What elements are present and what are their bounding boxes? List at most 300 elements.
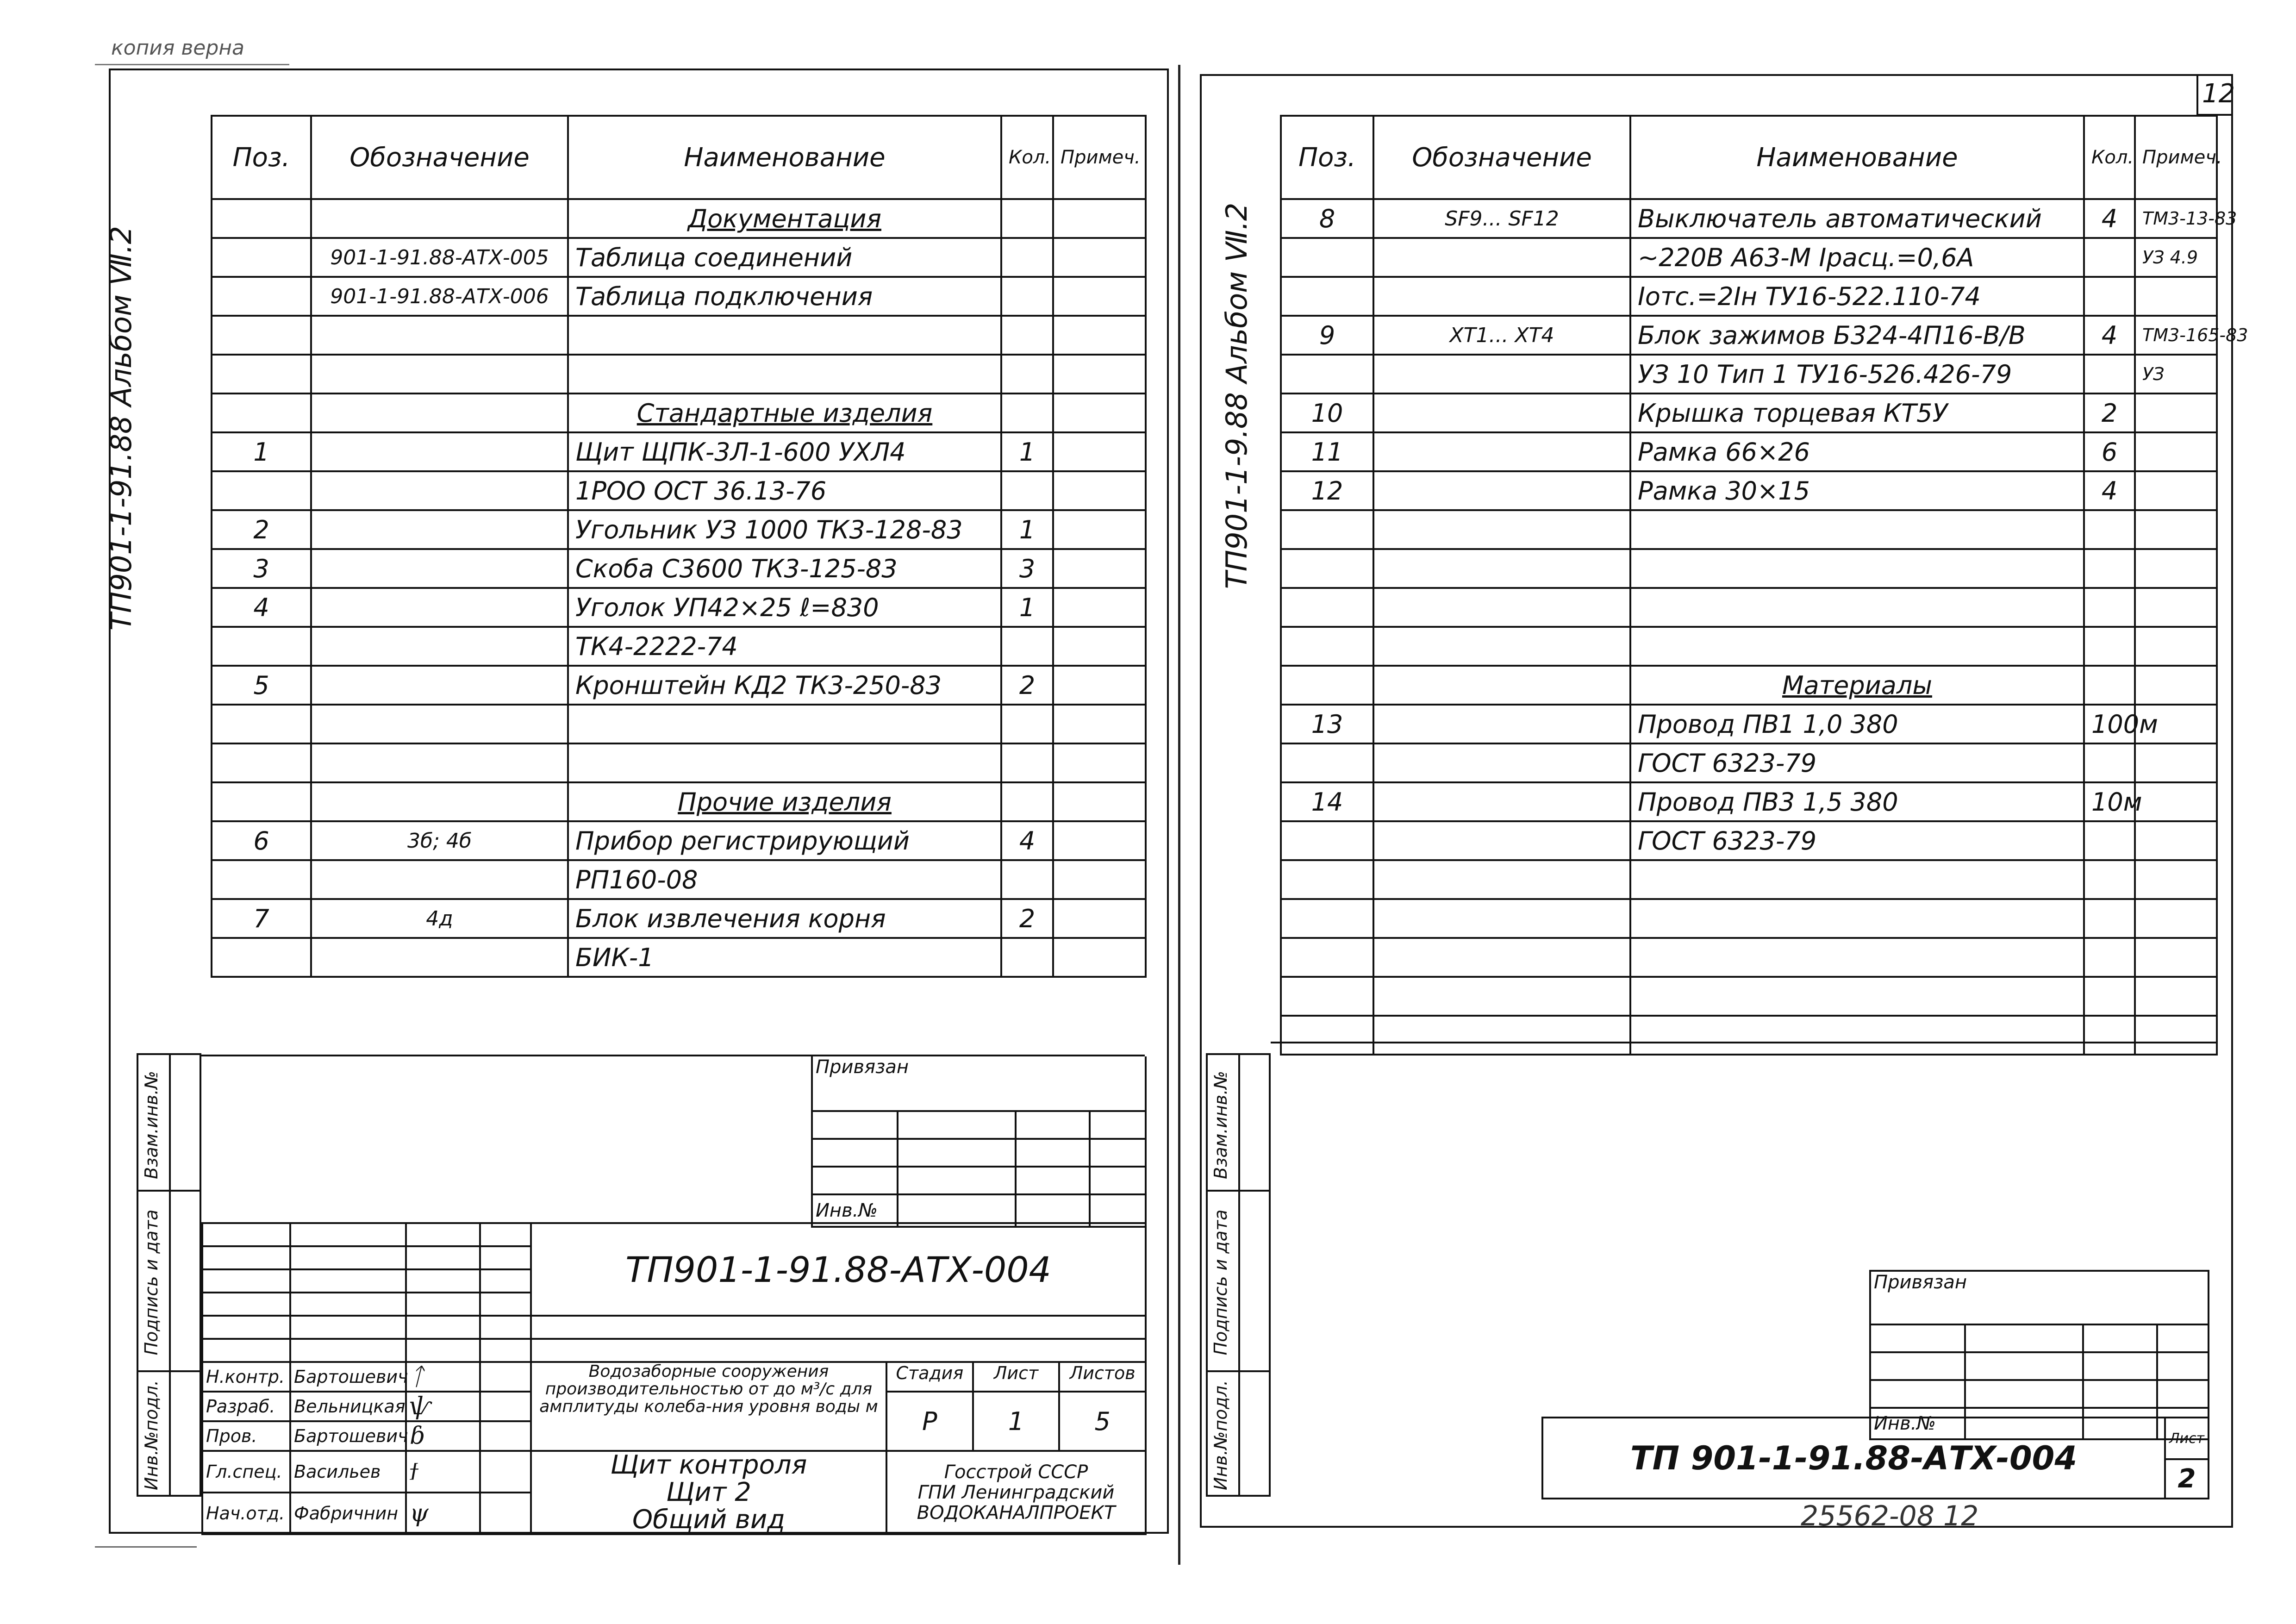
cell-pos: 9 — [1281, 316, 1373, 355]
cell-pos — [1281, 355, 1373, 394]
cell-note — [2135, 821, 2217, 860]
cell-note — [1053, 821, 1146, 860]
cell-qty: 10м — [2084, 782, 2135, 821]
right-sheet-value: 2 — [2165, 1459, 2209, 1499]
cell-name: Выключатель автоматический — [1630, 199, 2084, 238]
cell-qty: 4 — [2084, 316, 2135, 355]
cell-pos — [212, 860, 311, 899]
cell-designation: 3б; 4б — [311, 821, 568, 860]
cell-note — [2135, 666, 2217, 705]
cell-note — [2135, 432, 2217, 471]
cell-pos — [1281, 549, 1373, 588]
cell-pos: 5 — [212, 666, 311, 705]
cell-name: Таблица подключения — [568, 277, 1001, 316]
cell-name — [1630, 977, 2084, 1016]
cell-note — [2135, 860, 2217, 899]
cell-qty — [1001, 355, 1053, 394]
left-side-label-2: Подпись и дата — [141, 1209, 162, 1355]
cell-note — [1053, 743, 1146, 782]
header-designation: Обозначение — [311, 116, 568, 199]
cell-designation — [1373, 666, 1630, 705]
cell-qty: 3 — [1001, 549, 1053, 588]
cell-name: БИК-1 — [568, 938, 1001, 977]
corner-sheet-number: 12 — [2202, 79, 2235, 109]
cell-qty — [2084, 1016, 2135, 1055]
table-row — [212, 588, 1146, 627]
cell-pos: 4 — [212, 588, 311, 627]
table-row — [212, 821, 1146, 860]
cell-pos — [212, 277, 311, 316]
cell-designation — [1373, 394, 1630, 432]
cell-pos: 10 — [1281, 394, 1373, 432]
cell-pos — [1281, 821, 1373, 860]
right-inv-label: Инв.№ — [1870, 1408, 1965, 1439]
table-row — [1281, 471, 2217, 510]
table-row — [1281, 238, 2217, 277]
cell-designation: 4д — [311, 899, 568, 938]
cell-qty — [2084, 238, 2135, 277]
cell-qty — [2084, 627, 2135, 666]
cell-pos — [1281, 627, 1373, 666]
cell-designation — [1373, 860, 1630, 899]
cell-pos — [212, 199, 311, 238]
cell-designation — [1373, 899, 1630, 938]
bottom-stamp: 25562-08 12 — [1801, 1500, 1979, 1532]
table-row — [212, 355, 1146, 394]
cell-name — [1630, 860, 2084, 899]
cell-designation — [311, 743, 568, 782]
cell-designation: 901-1-91.88-АТХ-006 — [311, 277, 568, 316]
cell-pos: 6 — [212, 821, 311, 860]
cell-designation — [1373, 355, 1630, 394]
right-title-strip — [1541, 1417, 2209, 1499]
cell-pos — [1281, 588, 1373, 627]
cell-name: Уголок УП42×25 ℓ=830 — [568, 588, 1001, 627]
cell-note — [2135, 277, 2217, 316]
r-header-note: Примеч. — [2135, 116, 2217, 199]
tb-row-role-0: Н.контр. Бартошевич ᛏ Водозаборные сооружения производительностью от до м³/с для амплитуды колеба-ния уровня воды м Стадия Лист Листов — [202, 1362, 1146, 1392]
cell-qty — [2084, 355, 2135, 394]
r-header-pos: Поз. — [1281, 116, 1373, 199]
cell-note — [2135, 899, 2217, 938]
cell-qty — [1001, 782, 1053, 821]
table-row — [212, 199, 1146, 238]
right-album-label: ТП901-1-9.88 Альбом Ⅶ.2 — [1220, 202, 1254, 589]
cell-designation — [1373, 782, 1630, 821]
header-pos: Поз. — [212, 116, 311, 199]
cell-note — [2135, 938, 2217, 977]
cell-note — [1053, 277, 1146, 316]
cell-pos: 1 — [212, 432, 311, 471]
table-row — [1281, 277, 2217, 316]
cell-note — [2135, 588, 2217, 627]
table-row — [1281, 860, 2217, 899]
table-row — [212, 394, 1146, 432]
cell-pos: 14 — [1281, 782, 1373, 821]
cell-name — [1630, 510, 2084, 549]
cell-qty — [1001, 277, 1053, 316]
left-side-label-3: Инв.№подл. — [141, 1380, 162, 1491]
cell-qty — [1001, 238, 1053, 277]
table-row — [1281, 549, 2217, 588]
table-row — [1281, 705, 2217, 743]
cell-note — [1053, 394, 1146, 432]
table-row — [212, 938, 1146, 977]
cell-note — [1053, 938, 1146, 977]
cell-note — [1053, 199, 1146, 238]
table-row — [212, 432, 1146, 471]
cell-pos — [1281, 1016, 1373, 1055]
table-row — [1281, 938, 2217, 977]
signature-2: ɓ — [406, 1421, 480, 1451]
cell-qty — [2084, 899, 2135, 938]
center-divider — [1178, 65, 1180, 1565]
cell-pos — [1281, 899, 1373, 938]
table-row — [1281, 588, 2217, 627]
cell-name: Щит ЩПК-3Л-1-600 УХЛ4 — [568, 432, 1001, 471]
cell-note — [2135, 394, 2217, 432]
cell-designation — [1373, 588, 1630, 627]
cell-designation — [1373, 471, 1630, 510]
cell-qty — [1001, 743, 1053, 782]
cell-designation: SF9... SF12 — [1373, 199, 1630, 238]
table-row — [212, 510, 1146, 549]
cell-designation — [311, 782, 568, 821]
cell-qty — [1001, 316, 1053, 355]
left-bound-table — [811, 1056, 1147, 1228]
right-side-label-3: Инв.№подл. — [1210, 1380, 1231, 1491]
table-row — [212, 277, 1146, 316]
cell-qty — [2084, 821, 2135, 860]
cell-qty: 1 — [1001, 510, 1053, 549]
cell-pos: 7 — [212, 899, 311, 938]
left-title-block — [201, 1222, 1147, 1535]
right-bound-table — [1869, 1270, 2209, 1440]
cell-pos: 13 — [1281, 705, 1373, 743]
header-name: Наименование — [568, 116, 1001, 199]
cell-name: 1РОО ОСТ 36.13-76 — [568, 471, 1001, 510]
left-album-label: ТП901-1-91.88 Альбом Ⅶ.2 — [104, 225, 138, 631]
cell-qty — [1001, 394, 1053, 432]
cell-name: Таблица соединений — [568, 238, 1001, 277]
cell-note: УЗ — [2135, 355, 2217, 394]
cell-note — [1053, 432, 1146, 471]
cell-note — [2135, 627, 2217, 666]
cell-qty: 6 — [2084, 432, 2135, 471]
cell-name: Прочие изделия — [568, 782, 1001, 821]
table-row — [1281, 666, 2217, 705]
cell-designation — [1373, 1016, 1630, 1055]
table-row — [1281, 899, 2217, 938]
cell-qty — [1001, 938, 1053, 977]
left-spec-table — [211, 115, 1147, 978]
header-note: Примеч. — [1053, 116, 1146, 199]
cell-designation: XT1... XT4 — [1373, 316, 1630, 355]
cell-name: Iотс.=2Iн ТУ16-522.110-74 — [1630, 277, 2084, 316]
drawing-title: Щит контроля Щит 2 Общий вид — [531, 1451, 886, 1534]
cell-pos — [1281, 238, 1373, 277]
cell-qty — [2084, 277, 2135, 316]
cell-designation: 901-1-91.88-АТХ-005 — [311, 238, 568, 277]
cell-pos — [1281, 277, 1373, 316]
cell-name: Скоба С3600 ТК3-125-83 — [568, 549, 1001, 588]
table-row — [1281, 821, 2217, 860]
cell-name: Кронштейн КД2 ТК3-250-83 — [568, 666, 1001, 705]
right-side-label-2: Подпись и дата — [1210, 1209, 1231, 1355]
signature-1: ѱ — [406, 1392, 480, 1421]
table-row — [212, 705, 1146, 743]
cell-name: РП160-08 — [568, 860, 1001, 899]
table-row — [212, 743, 1146, 782]
cell-qty: 2 — [2084, 394, 2135, 432]
cell-name — [568, 355, 1001, 394]
sheets-value: 5 — [1094, 1406, 1111, 1436]
cell-designation — [311, 666, 568, 705]
cell-name — [568, 316, 1001, 355]
cell-name: Материалы — [1630, 666, 2084, 705]
cell-designation — [311, 860, 568, 899]
cell-qty: 4 — [1001, 821, 1053, 860]
cell-note — [1053, 782, 1146, 821]
cell-pos — [212, 316, 311, 355]
cell-note — [1053, 238, 1146, 277]
cell-name: Стандартные изделия — [568, 394, 1001, 432]
cell-qty: 100м — [2084, 705, 2135, 743]
right-table-header — [1281, 116, 2217, 199]
cell-note — [1053, 549, 1146, 588]
cell-pos — [212, 394, 311, 432]
cell-name: Провод ПВ1 1,0 380 — [1630, 705, 2084, 743]
cell-note — [1053, 627, 1146, 666]
cell-designation — [311, 355, 568, 394]
cell-qty — [2084, 666, 2135, 705]
signature-3: ϯ — [406, 1451, 480, 1493]
right-sheet-label: Лист — [2165, 1418, 2209, 1459]
table-row — [212, 238, 1146, 277]
cell-qty — [2084, 743, 2135, 782]
copy-note-underline — [95, 64, 289, 65]
cell-designation — [311, 199, 568, 238]
stage-label: Стадия — [887, 1363, 974, 1391]
cell-note — [2135, 549, 2217, 588]
cell-name — [568, 705, 1001, 743]
cell-qty: 4 — [2084, 199, 2135, 238]
cell-designation — [1373, 938, 1630, 977]
cell-designation — [1373, 977, 1630, 1016]
cell-pos: 3 — [212, 549, 311, 588]
tb-row-role-3: Гл.спец. Васильев ϯ Щит контроля Щит 2 Общий вид Госстрой СССР ГПИ Ленинградский ВОДОКАНАЛПРОЕКТ — [202, 1451, 1146, 1493]
cell-designation — [1373, 705, 1630, 743]
table-row — [212, 471, 1146, 510]
table-row — [212, 860, 1146, 899]
signature-4: ψ — [406, 1493, 480, 1534]
cell-pos — [212, 705, 311, 743]
cell-note — [2135, 471, 2217, 510]
cell-designation — [311, 938, 568, 977]
cell-pos — [212, 627, 311, 666]
right-lower-line — [1271, 1042, 2216, 1043]
cell-note — [1053, 860, 1146, 899]
cell-designation — [1373, 238, 1630, 277]
cell-designation — [1373, 432, 1630, 471]
table-row — [1281, 355, 2217, 394]
table-row — [1281, 743, 2217, 782]
r-header-name: Наименование — [1630, 116, 2084, 199]
table-row — [212, 782, 1146, 821]
left-inv-label: Инв.№ — [812, 1194, 898, 1227]
cell-pos — [1281, 977, 1373, 1016]
cell-pos: 11 — [1281, 432, 1373, 471]
cell-name: Рамка 66×26 — [1630, 432, 2084, 471]
cell-pos — [212, 782, 311, 821]
cell-designation — [311, 510, 568, 549]
cell-name — [1630, 588, 2084, 627]
cell-designation — [311, 627, 568, 666]
table-row — [1281, 782, 2217, 821]
cell-note — [2135, 743, 2217, 782]
cell-name: Прибор регистрирующий — [568, 821, 1001, 860]
cell-pos — [1281, 860, 1373, 899]
cell-name: Угольник УЗ 1000 ТК3-128-83 — [568, 510, 1001, 549]
organization: Госстрой СССР ГПИ Ленинградский ВОДОКАНАЛПРОЕКТ — [886, 1451, 1146, 1534]
cell-qty — [2084, 510, 2135, 549]
left-side-label-1: Взам.инв.№ — [141, 1071, 162, 1179]
cell-designation — [311, 316, 568, 355]
cell-qty: 2 — [1001, 899, 1053, 938]
cell-name: ТК4-2222-74 — [568, 627, 1001, 666]
cell-note — [1053, 588, 1146, 627]
cell-designation — [1373, 510, 1630, 549]
cell-pos: 8 — [1281, 199, 1373, 238]
cell-note: ТМ3-13-83 — [2135, 199, 2217, 238]
cell-note — [2135, 782, 2217, 821]
cell-name — [1630, 1016, 2084, 1055]
cell-designation — [1373, 277, 1630, 316]
cell-qty — [2084, 977, 2135, 1016]
cell-name: УЗ 10 Тип 1 ТУ16-526.426-79 — [1630, 355, 2084, 394]
cell-note: УЗ 4.9 — [2135, 238, 2217, 277]
left-table-header — [212, 116, 1146, 199]
bottom-left-mark — [95, 1546, 197, 1548]
cell-name — [568, 743, 1001, 782]
cell-qty: 1 — [1001, 588, 1053, 627]
cell-note — [1053, 316, 1146, 355]
cell-qty — [1001, 627, 1053, 666]
cell-note — [1053, 899, 1146, 938]
table-row — [1281, 977, 2217, 1016]
signature-0: ᛏ — [406, 1362, 480, 1392]
table-row — [1281, 432, 2217, 471]
copy-note: копия верна — [111, 36, 244, 60]
table-row — [1281, 1016, 2217, 1055]
cell-designation — [311, 394, 568, 432]
table-row — [1281, 394, 2217, 432]
cell-name: ГОСТ 6323-79 — [1630, 743, 2084, 782]
cell-note: ТМ3-165-83 — [2135, 316, 2217, 355]
cell-note — [1053, 355, 1146, 394]
cell-qty: 4 — [2084, 471, 2135, 510]
tb-row-role-4: Нач.отд. Фабричнин ψ — [202, 1493, 1146, 1534]
r-header-designation: Обозначение — [1373, 116, 1630, 199]
sheet-value: 1 — [974, 1393, 1061, 1450]
cell-qty — [1001, 199, 1053, 238]
cell-qty: 2 — [1001, 666, 1053, 705]
cell-qty — [1001, 471, 1053, 510]
cell-note — [2135, 1016, 2217, 1055]
stage-value: Р — [887, 1393, 974, 1450]
right-spec-table — [1280, 115, 2248, 1056]
cell-pos — [212, 238, 311, 277]
cell-name: Блок зажимов Б324-4П16-В/В — [1630, 316, 2084, 355]
cell-pos — [212, 743, 311, 782]
cell-designation — [311, 471, 568, 510]
tb-row-role-2: Пров. Бартошевич ɓ — [202, 1421, 1146, 1451]
table-row — [212, 899, 1146, 938]
cell-qty — [1001, 860, 1053, 899]
cell-pos — [212, 471, 311, 510]
header-qty: Кол. — [1001, 116, 1053, 199]
cell-name — [1630, 899, 2084, 938]
table-row — [212, 316, 1146, 355]
cell-designation — [1373, 743, 1630, 782]
cell-name: Рамка 30×15 — [1630, 471, 2084, 510]
cell-pos — [212, 938, 311, 977]
r-header-qty: Кол. — [2084, 116, 2135, 199]
cell-designation — [1373, 821, 1630, 860]
cell-qty — [2084, 549, 2135, 588]
cell-pos — [1281, 510, 1373, 549]
cell-qty — [2084, 588, 2135, 627]
table-row — [212, 549, 1146, 588]
right-side-label-1: Взам.инв.№ — [1210, 1071, 1231, 1179]
tb-row-role-1: Разраб. Вельницкая ѱ Р 1 5 — [202, 1392, 1146, 1421]
cell-note — [1053, 471, 1146, 510]
cell-designation — [311, 588, 568, 627]
cell-qty — [2084, 860, 2135, 899]
cell-pos: 12 — [1281, 471, 1373, 510]
right-doc-code: ТП 901-1-91.88-АТХ-004 — [1542, 1418, 2165, 1499]
cell-name — [1630, 549, 2084, 588]
right-bound-label: Привязан — [1870, 1271, 2209, 1324]
cell-designation — [311, 549, 568, 588]
cell-note — [2135, 977, 2217, 1016]
cell-note — [1053, 510, 1146, 549]
cell-qty: 1 — [1001, 432, 1053, 471]
cell-name: Крышка торцевая КТ5У — [1630, 394, 2084, 432]
cell-designation — [1373, 549, 1630, 588]
left-bound-label: Привязан — [812, 1056, 1146, 1111]
cell-designation — [311, 705, 568, 743]
cell-pos — [1281, 666, 1373, 705]
sheet-label: Лист — [974, 1363, 1061, 1391]
table-row — [1281, 316, 2217, 355]
cell-pos: 2 — [212, 510, 311, 549]
table-row — [212, 627, 1146, 666]
cell-note — [2135, 510, 2217, 549]
project-text: Водозаборные сооружения производительностью от до м³/с для амплитуды колеба-ния уровня воды м — [531, 1362, 886, 1451]
cell-name: ~220В А63-М Iрасц.=0,6А — [1630, 238, 2084, 277]
cell-name — [1630, 938, 2084, 977]
cell-designation — [311, 432, 568, 471]
cell-name: Документация — [568, 199, 1001, 238]
table-row — [212, 666, 1146, 705]
cell-note — [1053, 666, 1146, 705]
table-row — [1281, 627, 2217, 666]
cell-designation — [1373, 627, 1630, 666]
cell-pos — [1281, 743, 1373, 782]
cell-name: ГОСТ 6323-79 — [1630, 821, 2084, 860]
cell-qty — [1001, 705, 1053, 743]
